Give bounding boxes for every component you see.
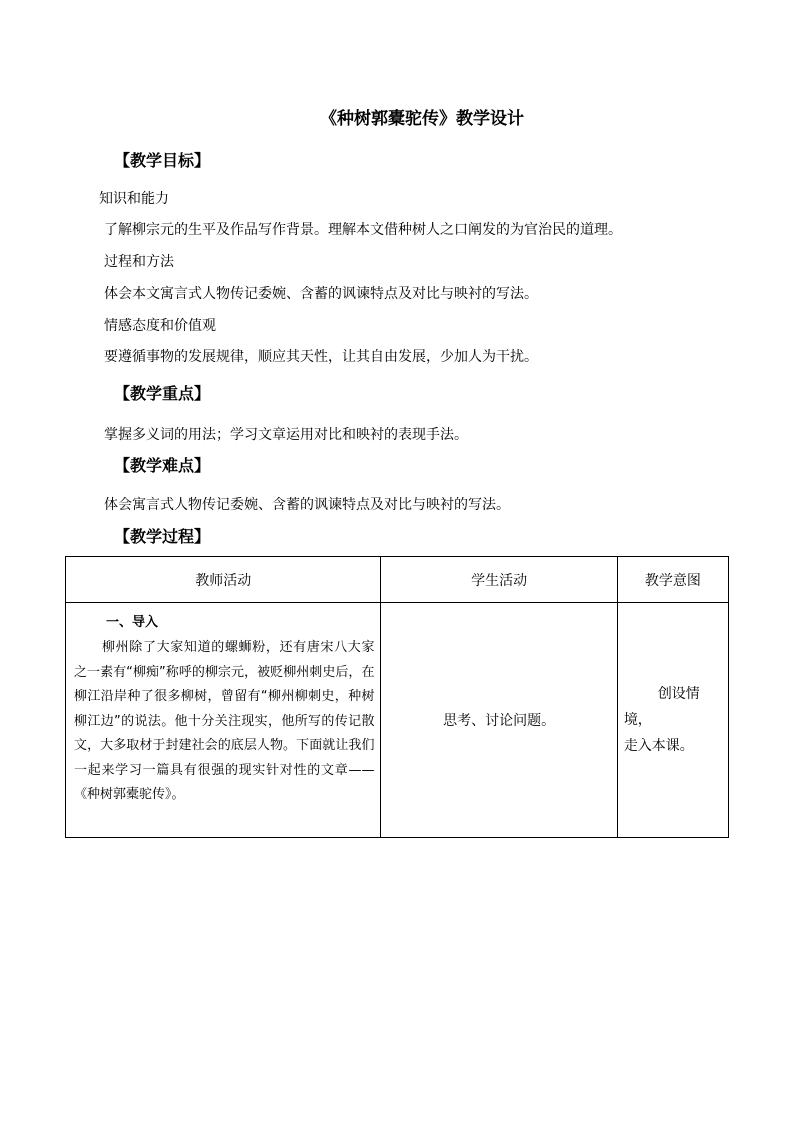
teacher-activity-cell (66, 603, 381, 838)
key-points-text: 掌握多义词的用法；学习文章运用对比和映衬的表现手法。 (104, 427, 468, 443)
objectives-heading: 【教学目标】 (114, 151, 211, 170)
difficulties-text: 体会寓言式人物传记委婉、含蓄的讽谏特点及对比与映衬的写法。 (104, 497, 510, 513)
teaching-intent-line-2: 走入本课。 (623, 738, 694, 754)
document-title: 《种树郭橐驼传》教学设计 (320, 109, 524, 129)
objective-label-attitude: 情感态度和价值观 (104, 318, 216, 334)
student-activity-cell: 思考、讨论问题。 (381, 603, 617, 838)
teacher-activity-text: 柳州除了大家知道的螺蛳粉，还有唐宋八大家之一素有“柳痴”称呼的柳宗元，被贬柳州刺史后，在柳江沿岸种了很多柳树，曾留有“柳州柳刺史，种树柳江边”的说法。他十分关注现实，他所写的传记散文，大多取材于封建社会的底层人物。下面就让我们一起来学习一篇具有很强的现实针对性的文章——《种树郭橐驼传》。 (74, 640, 375, 802)
column-header-student: 学生活动 (381, 557, 617, 603)
teaching-intent-cell (617, 603, 728, 838)
difficulties-heading: 【教学难点】 (114, 456, 211, 475)
objective-label-process: 过程和方法 (104, 254, 174, 270)
column-header-intent: 教学意图 (617, 557, 728, 603)
objective-text-process: 体会本文寓言式人物传记委婉、含蓄的讽谏特点及对比与映衬的写法。 (104, 286, 538, 302)
process-heading: 【教学过程】 (114, 527, 211, 546)
table-row (66, 603, 729, 838)
section-title: 一、导入 (106, 615, 159, 630)
column-header-teacher: 教师活动 (66, 557, 381, 603)
key-points-heading: 【教学重点】 (114, 384, 211, 403)
objective-text-attitude: 要遵循事物的发展规律，顺应其天性，让其自由发展，少加人为干扰。 (104, 349, 538, 365)
teaching-intent-line-1: 创设情境， (623, 686, 700, 728)
objective-label-knowledge: 知识和能力 (99, 191, 169, 207)
objective-text-knowledge: 了解柳宗元的生平及作品写作背景。理解本文借种树人之口阐发的为官治民的道理。 (104, 222, 622, 238)
table-header-row (66, 557, 729, 603)
teaching-process-table (65, 556, 729, 838)
